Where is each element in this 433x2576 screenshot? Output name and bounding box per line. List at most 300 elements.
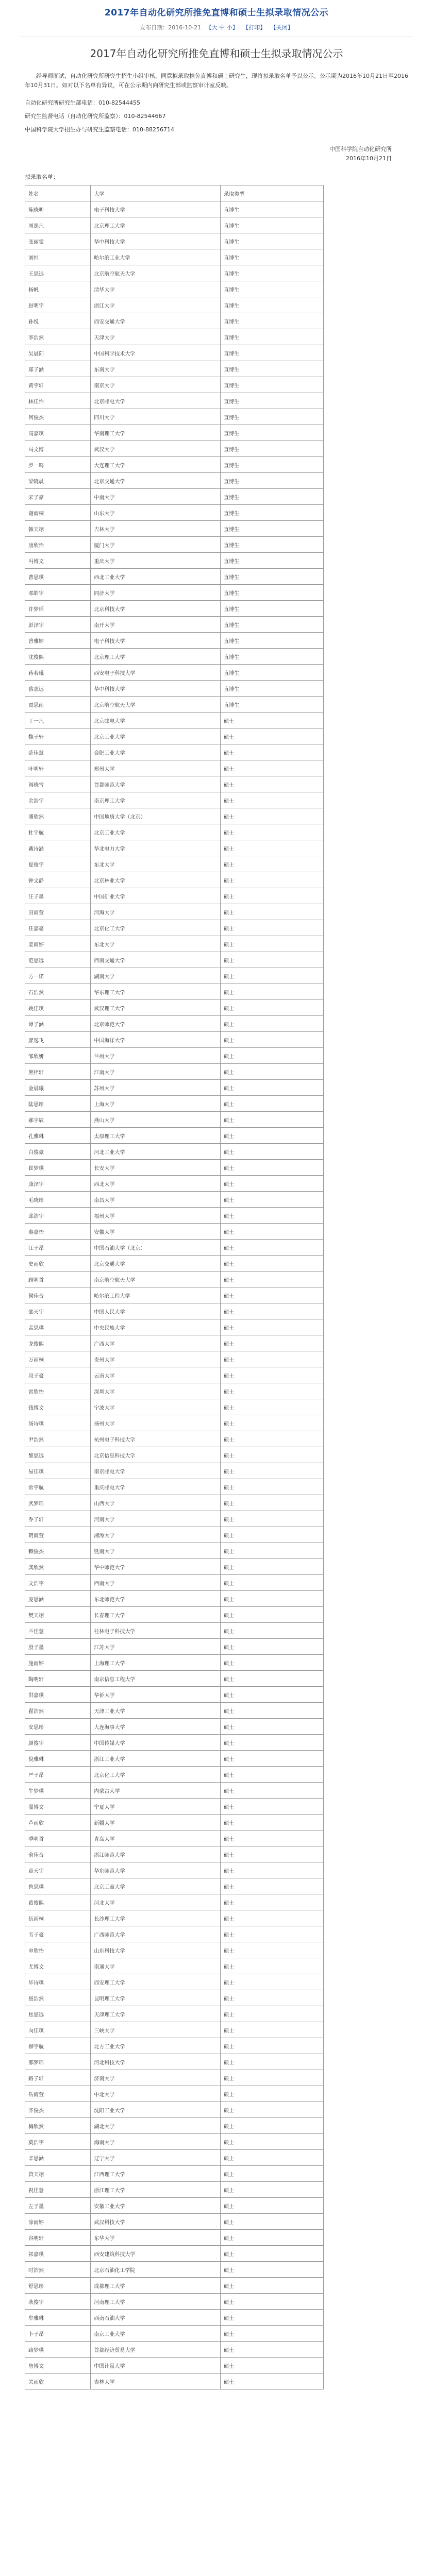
cell-name: 左子墨	[25, 2198, 91, 2214]
cell-type: 硕士	[221, 936, 324, 952]
header-university: 大学	[91, 185, 221, 201]
cell-university: 湖北大学	[91, 2118, 221, 2134]
cell-type: 直博生	[221, 457, 324, 473]
cell-name: 毛晓彤	[25, 1192, 91, 1208]
cell-type: 硕士	[221, 1447, 324, 1463]
table-row	[25, 1894, 324, 1910]
table-row	[25, 2118, 324, 2134]
cell-university: 华东理工大学	[91, 984, 221, 1000]
cell-type: 硕士	[221, 1926, 324, 1942]
cell-university: 北京工业大学	[91, 824, 221, 840]
cell-university: 兰州大学	[91, 1048, 221, 1064]
table-row	[25, 1112, 324, 1128]
cell-name: 曾雅婷	[25, 633, 91, 649]
cell-university: 西北工业大学	[91, 569, 221, 585]
table-row	[25, 1128, 324, 1144]
cell-university: 杭州电子科技大学	[91, 1431, 221, 1447]
cell-university: 上海大学	[91, 1096, 221, 1112]
publish-date: 发布日期：2016-10-21	[140, 24, 202, 31]
cell-university: 中国海洋大学	[91, 1032, 221, 1048]
table-row	[25, 2022, 324, 2038]
cell-type: 硕士	[221, 744, 324, 760]
cell-name: 邵天宇	[25, 1303, 91, 1319]
cell-university: 东南大学	[91, 361, 221, 377]
cell-type: 直博生	[221, 313, 324, 329]
cell-university: 南京工业大学	[91, 2326, 221, 2342]
cell-university: 中国人民大学	[91, 1303, 221, 1319]
cell-name: 涂雨婷	[25, 2214, 91, 2230]
cell-type: 直博生	[221, 569, 324, 585]
cell-university: 浙江大学	[91, 297, 221, 313]
cell-university: 太原理工大学	[91, 1128, 221, 1144]
cell-name: 龙俊熙	[25, 1335, 91, 1351]
cell-university: 东华大学	[91, 2230, 221, 2246]
cell-university: 中国地质大学（北京）	[91, 808, 221, 824]
table-row	[25, 601, 324, 617]
cell-university: 东北大学	[91, 856, 221, 872]
cell-university: 浙江师范大学	[91, 1846, 221, 1862]
cell-university: 中国石油大学（北京）	[91, 1240, 221, 1256]
cell-name: 詹博文	[25, 2358, 91, 2374]
table-row	[25, 1176, 324, 1192]
cell-name: 陈晓明	[25, 201, 91, 217]
table-row	[25, 792, 324, 808]
cell-name: 孔雅琳	[25, 1128, 91, 1144]
cell-name: 蒋若曦	[25, 665, 91, 681]
cell-type: 硕士	[221, 1735, 324, 1751]
cell-name: 季明哲	[25, 1831, 91, 1846]
table-row	[25, 1942, 324, 1958]
cell-type: 直博生	[221, 633, 324, 649]
cell-type: 硕士	[221, 2054, 324, 2070]
table-row	[25, 1351, 324, 1367]
cell-university: 西安电子科技大学	[91, 665, 221, 681]
cell-name: 管天翊	[25, 2166, 91, 2182]
cell-university: 厦门大学	[91, 537, 221, 553]
table-row	[25, 1224, 324, 1240]
cell-type: 硕士	[221, 1303, 324, 1319]
table-row	[25, 201, 324, 217]
cell-university: 中国科学技术大学	[91, 345, 221, 361]
cell-university: 济南大学	[91, 2070, 221, 2086]
cell-university: 西安理工大学	[91, 1974, 221, 1990]
cell-name: 殷子墨	[25, 1639, 91, 1655]
table-row	[25, 2326, 324, 2342]
cell-university: 昆明理工大学	[91, 1990, 221, 2006]
cell-type: 硕士	[221, 1160, 324, 1176]
cell-university: 安徽工业大学	[91, 2198, 221, 2214]
table-row	[25, 1048, 324, 1064]
cell-type: 硕士	[221, 1974, 324, 1990]
table-row	[25, 2102, 324, 2118]
cell-type: 硕士	[221, 2134, 324, 2150]
table-row	[25, 1767, 324, 1783]
table-row	[25, 1399, 324, 1415]
cell-type: 直博生	[221, 409, 324, 425]
table-row	[25, 1240, 324, 1256]
table-row	[25, 968, 324, 984]
cell-name: 罗一鸣	[25, 457, 91, 473]
table-row	[25, 760, 324, 776]
cell-type: 硕士	[221, 1671, 324, 1687]
cell-type: 硕士	[221, 713, 324, 728]
cell-type: 硕士	[221, 1319, 324, 1335]
cell-type: 直博生	[221, 249, 324, 265]
cell-type: 硕士	[221, 2118, 324, 2134]
cell-university: 哈尔滨工业大学	[91, 249, 221, 265]
table-row	[25, 1719, 324, 1735]
table-row	[25, 2230, 324, 2246]
cell-name: 赖俊杰	[25, 1543, 91, 1559]
cell-name: 蔡志远	[25, 681, 91, 697]
table-row	[25, 329, 324, 345]
cell-name: 唐欣怡	[25, 537, 91, 553]
table-row	[25, 697, 324, 713]
table-row	[25, 313, 324, 329]
table-row	[25, 681, 324, 697]
cell-university: 北京林业大学	[91, 872, 221, 888]
table-row	[25, 1527, 324, 1543]
cell-university: 北京邮电大学	[91, 713, 221, 728]
table-row	[25, 233, 324, 249]
cell-university: 武汉大学	[91, 441, 221, 457]
cell-type: 硕士	[221, 2182, 324, 2198]
cell-university: 大连理工大学	[91, 457, 221, 473]
cell-name: 严子昂	[25, 1767, 91, 1783]
cell-name: 沈俊熙	[25, 649, 91, 665]
cell-university: 中北大学	[91, 2086, 221, 2102]
cell-name: 梅欣然	[25, 2118, 91, 2134]
cell-name: 章天宇	[25, 1862, 91, 1878]
cell-university: 华东师范大学	[91, 1862, 221, 1878]
table-row	[25, 1208, 324, 1224]
contact-line: 研究生监督电话（自动化研究所监察）：010-82544667	[25, 113, 166, 120]
cell-name: 龚欣然	[25, 1559, 91, 1575]
cell-university: 合肥工业大学	[91, 744, 221, 760]
table-row	[25, 1415, 324, 1431]
cell-name: 何俊杰	[25, 409, 91, 425]
cell-university: 海南大学	[91, 2134, 221, 2150]
table-row	[25, 2374, 324, 2389]
cell-university: 电子科技大学	[91, 201, 221, 217]
cell-type: 硕士	[221, 984, 324, 1000]
list-label: 拟录取名单：	[25, 174, 59, 180]
cell-name: 祝佳慧	[25, 2182, 91, 2198]
cell-university: 江南大学	[91, 1064, 221, 1080]
cell-university: 东北师范大学	[91, 1591, 221, 1607]
cell-university: 长春理工大学	[91, 1607, 221, 1623]
cell-name: 施雨婷	[25, 1655, 91, 1671]
intro-paragraph: 经导师面试，自动化研究所研究生招生小组审核，同意拟录取推免直博和硕士研究生，现将拟录取名单予以公示。公示期为2016年10月21日至2016年10月31日。如对以下名单有异议，可在公示期内向研究生部或监察审计室反映。	[25, 73, 408, 89]
cell-type: 硕士	[221, 1032, 324, 1048]
cell-name: 柳宇航	[25, 2038, 91, 2054]
cell-university: 武汉理工大学	[91, 1000, 221, 1016]
cell-name: 尹浩然	[25, 1431, 91, 1447]
table-body	[25, 201, 324, 2389]
table-row	[25, 1144, 324, 1160]
cell-type: 硕士	[221, 1862, 324, 1878]
cell-name: 贺雨萱	[25, 1527, 91, 1543]
cell-name: 贾思雨	[25, 697, 91, 713]
cell-type: 硕士	[221, 1846, 324, 1862]
cell-name: 兰佳慧	[25, 1623, 91, 1639]
table-row	[25, 633, 324, 649]
cell-name: 莫浩宇	[25, 2134, 91, 2150]
cell-university: 江西理工大学	[91, 2166, 221, 2182]
cell-name: 伍雨桐	[25, 1910, 91, 1926]
cell-type: 硕士	[221, 1878, 324, 1894]
cell-name: 魏子轩	[25, 728, 91, 744]
cell-type: 硕士	[221, 1815, 324, 1831]
cell-type: 直博生	[221, 297, 324, 313]
table-row	[25, 2214, 324, 2230]
table-row	[25, 297, 324, 313]
cell-name: 金晨曦	[25, 1080, 91, 1096]
table-row	[25, 2150, 324, 2166]
table-row	[25, 537, 324, 553]
table-row	[25, 1511, 324, 1527]
cell-university: 吉林大学	[91, 521, 221, 537]
cell-university: 华南理工大学	[91, 425, 221, 441]
table-row	[25, 1272, 324, 1287]
cell-name: 孙悦	[25, 313, 91, 329]
cell-type: 硕士	[221, 1910, 324, 1926]
font-size-switch[interactable]: 【大 中 小】	[206, 24, 238, 31]
cell-university: 河南理工大学	[91, 2294, 221, 2310]
table-row	[25, 1431, 324, 1447]
table-header-row	[25, 185, 324, 201]
cell-name: 冯博文	[25, 553, 91, 569]
cell-name: 张丽雯	[25, 233, 91, 249]
cell-name: 潘欣然	[25, 808, 91, 824]
cell-name: 谭子涵	[25, 1016, 91, 1032]
close-link[interactable]: 【关闭】	[270, 24, 293, 31]
cell-type: 直博生	[221, 665, 324, 681]
cell-type: 硕士	[221, 1272, 324, 1287]
cell-type: 硕士	[221, 1128, 324, 1144]
cell-name: 高嘉琪	[25, 425, 91, 441]
table-row	[25, 776, 324, 792]
contact-line: 中国科学院大学招生办与研究生监察电话：010-88256714	[25, 126, 174, 133]
article-subtitle: 2017年自动化研究所推免直博和硕士生拟录取情况公示	[90, 47, 343, 60]
cell-type: 直博生	[221, 393, 324, 409]
cell-type: 直博生	[221, 489, 324, 505]
cell-type: 硕士	[221, 1703, 324, 1719]
cell-name: 王思远	[25, 265, 91, 281]
cell-university: 长沙理工大学	[91, 1910, 221, 1926]
cell-type: 硕士	[221, 1224, 324, 1240]
cell-university: 北京理工大学	[91, 217, 221, 233]
cell-university: 深圳大学	[91, 1383, 221, 1399]
table-row	[25, 489, 324, 505]
cell-university: 北京化工大学	[91, 920, 221, 936]
cell-university: 首都师范大学	[91, 776, 221, 792]
cell-name: 周逸凡	[25, 217, 91, 233]
cell-name: 阎晓雪	[25, 776, 91, 792]
cell-type: 硕士	[221, 1096, 324, 1112]
table-row	[25, 505, 324, 521]
cell-name: 宋子豪	[25, 489, 91, 505]
cell-type: 硕士	[221, 1192, 324, 1208]
cell-university: 西南石油大学	[91, 2310, 221, 2326]
table-row	[25, 1591, 324, 1607]
cell-type: 直博生	[221, 601, 324, 617]
cell-name: 樊天翊	[25, 1607, 91, 1623]
cell-type: 硕士	[221, 856, 324, 872]
header-type: 录取类型	[221, 185, 324, 201]
table-row	[25, 2198, 324, 2214]
table-row	[25, 2086, 324, 2102]
cell-university: 华侨大学	[91, 1687, 221, 1703]
cell-university: 北京化工大学	[91, 1767, 221, 1783]
cell-type: 硕士	[221, 1575, 324, 1591]
cell-type: 硕士	[221, 1287, 324, 1303]
cell-university: 河北工业大学	[91, 1144, 221, 1160]
cell-name: 路梦琪	[25, 2342, 91, 2358]
cell-type: 硕士	[221, 792, 324, 808]
cell-name: 焦思远	[25, 2006, 91, 2022]
table-row	[25, 1751, 324, 1767]
cell-name: 许梦瑶	[25, 601, 91, 617]
cell-name: 时浩然	[25, 2262, 91, 2278]
cell-university: 吉林大学	[91, 2374, 221, 2389]
article-meta	[21, 23, 412, 37]
cell-university: 福州大学	[91, 1208, 221, 1224]
cell-university: 北京邮电大学	[91, 393, 221, 409]
cell-type: 硕士	[221, 1751, 324, 1767]
table-row	[25, 1096, 324, 1112]
cell-type: 硕士	[221, 1176, 324, 1192]
cell-type: 硕士	[221, 888, 324, 904]
cell-university: 宁夏大学	[91, 1799, 221, 1815]
cell-type: 硕士	[221, 1799, 324, 1815]
cell-name: 武梦瑶	[25, 1495, 91, 1511]
cell-type: 硕士	[221, 2102, 324, 2118]
table-row	[25, 2166, 324, 2182]
cell-name: 钟文静	[25, 872, 91, 888]
cell-type: 硕士	[221, 1990, 324, 2006]
cell-type: 硕士	[221, 2214, 324, 2230]
cell-name: 田雨萱	[25, 904, 91, 920]
cell-type: 硕士	[221, 2278, 324, 2294]
table-row	[25, 2342, 324, 2358]
cell-university: 浙江工业大学	[91, 1751, 221, 1767]
table-row	[25, 904, 324, 920]
cell-university: 山东科技大学	[91, 1942, 221, 1958]
cell-name: 彭泽宇	[25, 617, 91, 633]
table-row	[25, 281, 324, 297]
cell-type: 硕士	[221, 2086, 324, 2102]
table-row	[25, 1080, 324, 1096]
cell-name: 安思彤	[25, 1719, 91, 1735]
cell-type: 硕士	[221, 1351, 324, 1367]
cell-university: 北京科技大学	[91, 601, 221, 617]
cell-type: 硕士	[221, 1719, 324, 1735]
contact-line: 自动化研究所研究生部电话：010-82544455	[25, 99, 140, 106]
table-row	[25, 920, 324, 936]
cell-university: 南昌大学	[91, 1192, 221, 1208]
signature-date: 2016年10月21日	[346, 155, 392, 162]
table-row	[25, 1783, 324, 1799]
cell-name: 曹思琪	[25, 569, 91, 585]
cell-name: 翟浩然	[25, 1703, 91, 1719]
table-row	[25, 1000, 324, 1016]
table-row	[25, 984, 324, 1000]
table-row	[25, 2310, 324, 2326]
cell-name: 吴晨阳	[25, 345, 91, 361]
cell-type: 硕士	[221, 1639, 324, 1655]
cell-name: 秦嘉怡	[25, 1224, 91, 1240]
cell-type: 硕士	[221, 1463, 324, 1479]
cell-type: 直博生	[221, 233, 324, 249]
cell-university: 华中科技大学	[91, 681, 221, 697]
cell-university: 苏州大学	[91, 1080, 221, 1096]
cell-name: 熊梓轩	[25, 1064, 91, 1080]
cell-university: 电子科技大学	[91, 633, 221, 649]
cell-type: 硕士	[221, 2230, 324, 2246]
cell-name: 舒思彤	[25, 2278, 91, 2294]
cell-university: 上海理工大学	[91, 1655, 221, 1671]
cell-name: 杜宇航	[25, 824, 91, 840]
cell-university: 重庆大学	[91, 553, 221, 569]
cell-name: 孟思琪	[25, 1319, 91, 1335]
cell-type: 硕士	[221, 1591, 324, 1607]
cell-name: 谷明轩	[25, 2230, 91, 2246]
cell-university: 贵州大学	[91, 1351, 221, 1367]
cell-type: 直博生	[221, 537, 324, 553]
cell-name: 常宇航	[25, 1479, 91, 1495]
cell-university: 浙江理工大学	[91, 2182, 221, 2198]
cell-name: 石浩然	[25, 984, 91, 1000]
cell-type: 硕士	[221, 2294, 324, 2310]
table-row	[25, 1671, 324, 1687]
cell-university: 新疆大学	[91, 1815, 221, 1831]
table-row	[25, 1958, 324, 1974]
table-row	[25, 2038, 324, 2054]
table-row	[25, 1256, 324, 1272]
cell-name: 廖逸飞	[25, 1032, 91, 1048]
cell-university: 中央民族大学	[91, 1319, 221, 1335]
cell-university: 同济大学	[91, 585, 221, 601]
cell-university: 西南交通大学	[91, 952, 221, 968]
cell-university: 南京信息工程大学	[91, 1671, 221, 1687]
table-row	[25, 1735, 324, 1751]
cell-type: 直博生	[221, 201, 324, 217]
cell-name: 祁嘉琪	[25, 2246, 91, 2262]
table-row	[25, 521, 324, 537]
cell-university: 三峡大学	[91, 2022, 221, 2038]
cell-type: 硕士	[221, 2166, 324, 2182]
cell-university: 天津工业大学	[91, 1703, 221, 1719]
table-row	[25, 1016, 324, 1032]
cell-type: 直博生	[221, 345, 324, 361]
cell-university: 北京交通大学	[91, 473, 221, 489]
cell-university: 南京航空航天大学	[91, 1272, 221, 1287]
cell-university: 桂林电子科技大学	[91, 1623, 221, 1639]
cell-university: 青岛大学	[91, 1831, 221, 1846]
cell-name: 葛俊熙	[25, 1894, 91, 1910]
cell-type: 硕士	[221, 1080, 324, 1096]
cell-university: 西安建筑科技大学	[91, 2246, 221, 2262]
cell-type: 硕士	[221, 1559, 324, 1575]
cell-name: 牟雅琳	[25, 2310, 91, 2326]
table-row	[25, 345, 324, 361]
cell-type: 直博生	[221, 425, 324, 441]
cell-university: 北京交通大学	[91, 1256, 221, 1272]
cell-university: 西北大学	[91, 1176, 221, 1192]
print-link[interactable]: 【打印】	[243, 24, 266, 31]
cell-name: 岳雨萱	[25, 2086, 91, 2102]
